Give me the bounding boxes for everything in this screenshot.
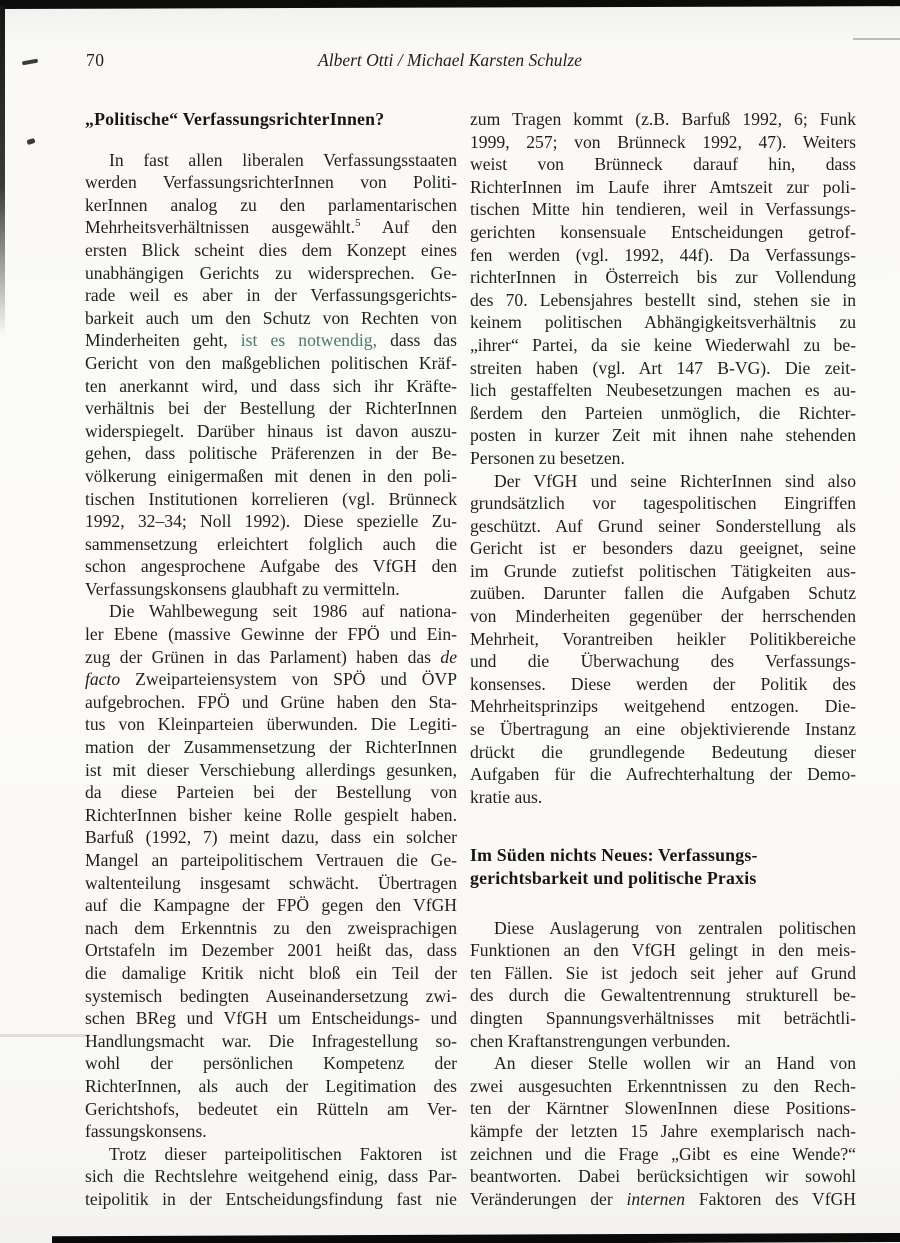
text-line: sammensetzung erleichtert folglich auch die xyxy=(85,533,457,554)
text-line: 1999, 257; von Brünneck 1992, 47). Weiters xyxy=(470,131,856,152)
text-line: Funktionen an den VfGH gelingt in den meis- xyxy=(470,940,856,961)
text-line: werden VerfassungsrichterInnen von Politi- xyxy=(85,172,457,193)
text-line: Gericht ist er besonders dazu geeignet, seine xyxy=(470,538,856,559)
text-line: Veränderungen der internen Faktoren des VfGH xyxy=(470,1188,856,1209)
text-line: Personen zu besetzen. xyxy=(470,447,625,468)
text-line: zug der Grünen in das Parlament) haben das de xyxy=(85,646,457,667)
text-line: wohl der persönlichen Kompetenz der xyxy=(85,1053,457,1074)
section-heading-line: gerichtsbarkeit und politische Praxis xyxy=(470,868,757,888)
text-line: gerichten konsensuale Entscheidungen getrof- xyxy=(470,221,856,242)
text-line: tischen Institutionen korrelieren (vgl. Brünneck xyxy=(85,488,457,509)
text-line: teipolitik in der Entscheidungsfindung fast nie xyxy=(85,1188,457,1209)
text-line: widerspiegelt. Darüber hinaus ist davon auszu- xyxy=(85,420,457,441)
text-line: systemisch bedingten Auseinandersetzung zwi- xyxy=(85,985,457,1006)
scan-artifact-streak xyxy=(0,1034,90,1037)
scan-artifact-line xyxy=(853,38,900,40)
text-line: tischen Mitte hin tendieren, weil in Verfassungs- xyxy=(470,199,856,220)
text-line: fen werden (vgl. 1992, 44f). Da Verfassungs- xyxy=(470,244,856,265)
text-line: kämpfe der letzten 15 Jahre exemplarisch nach- xyxy=(470,1120,856,1141)
text-line: Aufgaben für die Aufrechterhaltung der Demo- xyxy=(470,764,856,785)
text-line: ten anerkannt wird, und dass sich ihr Kräfte- xyxy=(85,375,457,396)
text-line: Mehrheit, Vorantreiben heikler Politikbereiche xyxy=(470,628,856,649)
text-line: Mehrheitsprinzips weitgehend entzogen. Die- xyxy=(470,696,856,717)
text-line: RichterInnen, als auch der Legitimation des xyxy=(85,1075,457,1096)
page-number: 70 xyxy=(86,50,105,70)
text-line: ten Fällen. Sie ist jedoch seit jeher auf Grund xyxy=(470,962,856,983)
text-line: tus von Kleinparteien überwunden. Die Legiti- xyxy=(85,714,457,735)
text-line: RichterInnen bisher keine Rolle gespielt haben. xyxy=(85,804,457,825)
text-line: gehen, dass politische Präferenzen in der Be- xyxy=(85,443,457,464)
text-line: zeichnen und die Frage „Gibt es eine Wende?“ xyxy=(470,1143,856,1164)
text-line: barkeit auch um den Schutz von Rechten von xyxy=(85,307,457,328)
text-line: richterInnen in Österreich bis zur Vollendung xyxy=(470,267,856,288)
text-line: Trotz dieser parteipolitischen Faktoren ist xyxy=(109,1143,457,1164)
text-line: An dieser Stelle wollen wir an Hand von xyxy=(494,1053,856,1074)
text-line: dingten Spannungsverhältnisses mit beträchtli- xyxy=(470,1007,856,1028)
text-line: und die Überwachung des Verfassungs- xyxy=(470,651,856,672)
paragraph xyxy=(85,149,457,601)
text-line: kerInnen analog zu den parlamentarischen xyxy=(85,194,457,215)
text-line: In fast allen liberalen Verfassungsstaaten xyxy=(109,149,457,170)
text-line: ist mit dieser Verschiebung allerdings gesunken, xyxy=(85,759,457,780)
text-line: schen BReg und VfGH um Entscheidungs- und xyxy=(85,1008,457,1029)
text-line: waltenteilung insgesamt schwächt. Übertragen xyxy=(85,872,457,893)
text-line: RichterInnen im Laufe ihrer Amtszeit zur poli- xyxy=(470,176,856,197)
text-line: Der VfGH und seine RichterInnen sind also xyxy=(494,470,856,491)
margin-mark xyxy=(26,138,35,145)
text-line: Die Wahlbewegung seit 1986 auf nationa- xyxy=(109,601,457,622)
paragraph xyxy=(470,917,856,1053)
text-line: „ihrer“ Partei, da sie keine Wiederwahl zu be- xyxy=(470,334,856,355)
text-line: ten der Kärntner SlowenInnen diese Positions- xyxy=(470,1098,856,1119)
text-line: völkerung einigermaßen mit denen in den poli- xyxy=(85,465,457,486)
paragraph xyxy=(85,1143,457,1211)
text-line: rade weil es aber in der Verfassungsgerichts- xyxy=(85,285,457,306)
section-heading xyxy=(85,108,457,131)
text-line: 1992, 32–34; Noll 1992). Diese spezielle Zu- xyxy=(85,511,457,532)
text-line: Verfassungskonsens glaubhaft zu vermitteln. xyxy=(85,578,400,599)
text-line: im Grunde zutiefst politischen Tätigkeiten aus- xyxy=(470,560,856,581)
text-line: Ortstafeln im Dezember 2001 heißt das, dass xyxy=(85,940,457,961)
text-line: nach dem Erkenntnis zu den zweisprachigen xyxy=(85,917,457,938)
text-line: schon angesprochene Aufgabe des VfGH den xyxy=(85,556,457,577)
text-line: weist von Brünneck darauf hin, dass xyxy=(470,154,856,175)
text-line: Diese Auslagerung von zentralen politischen xyxy=(494,917,856,938)
text-line: Minderheiten geht, ist es notwendig, dass das xyxy=(85,330,457,351)
paragraph xyxy=(470,470,856,809)
text-line: Gerichtshofs, bedeutet ein Rütteln am Ver- xyxy=(85,1098,457,1119)
text-line: beantworten. Dabei berücksichtigen wir sowohl xyxy=(470,1166,856,1187)
section-heading-line: „Politische“ VerfassungsrichterInnen? xyxy=(85,109,385,129)
right-column xyxy=(470,108,856,1210)
text-line: geschützt. Auf Grund seiner Sonderstellung als xyxy=(470,515,856,536)
text-line: keinem politischen Abhängigkeitsverhältnis zu xyxy=(470,312,856,333)
text-line: des durch die Gewaltentrennung strukturell be- xyxy=(470,985,856,1006)
text-line: da diese Parteien bei der Bestellung von xyxy=(85,782,457,803)
paragraph xyxy=(85,600,457,1142)
text-line: fassungskonsens. xyxy=(85,1121,207,1142)
text-line: Barfuß (1992, 7) meint dazu, dass ein solcher xyxy=(85,827,457,848)
section-heading xyxy=(470,844,856,889)
text-line: Handlungsmacht war. Die Infragestellung so- xyxy=(85,1030,457,1051)
text-line: Mangel an parteipolitischem Vertrauen die Ge- xyxy=(85,850,457,870)
text-line: ler Ebene (massive Gewinne der FPÖ und Ein- xyxy=(85,624,457,645)
text-line: verhältnis bei der Bestellung der RichterInnen xyxy=(85,398,457,419)
text-line: lich gestaffelten Neubesetzungen machen es au- xyxy=(470,380,856,401)
left-column xyxy=(85,108,457,1211)
text-line: se Übertragung an eine objektivierende Instanz xyxy=(470,719,856,740)
text-line: ßerdem den Parteien unmöglich, die Richter- xyxy=(470,402,856,423)
text-line: ersten Blick scheint dies dem Konzept eines xyxy=(85,239,457,260)
paragraph xyxy=(470,108,856,470)
running-head: Albert Otti / Michael Karsten Schulze xyxy=(318,50,582,70)
text-line: unabhängigen Gerichts zu widersprechen. Ge- xyxy=(85,262,457,283)
text-line: konsenses. Diese werden der Politik des xyxy=(470,673,856,694)
text-line: chen Kraftanstrengungen verbunden. xyxy=(470,1030,731,1051)
text-line: zuüben. Darunter fallen die Aufgaben Schutz xyxy=(470,583,856,604)
text-line: posten in kurzer Zeit mit ihnen nahe stehenden xyxy=(470,425,856,446)
text-line: Mehrheitsverhältnissen ausgewählt.$^5$ Auf den xyxy=(85,217,457,238)
text-line: drückt die grundlegende Bedeutung dieser xyxy=(470,741,856,762)
text-line: grundsätzlich vor tagespolitischen Eingriffen xyxy=(470,493,856,514)
text-line: des 70. Lebensjahres bestellt sind, stehen sie in xyxy=(470,289,856,310)
text-line: zum Tragen kommt (z.B. Barfuß 1992, 6; Funk xyxy=(470,109,856,129)
text-line: auf die Kampagne der FPÖ gegen den VfGH xyxy=(85,895,457,916)
text-line: Gericht von den maßgeblichen politischen Kräf- xyxy=(85,352,457,373)
text-line: aufgebrochen. FPÖ und Grüne haben den Sta- xyxy=(85,691,457,712)
text-line: sich die Rechtslehre weitgehend einig, dass Par- xyxy=(85,1166,457,1187)
text-line: facto Zweiparteiensystem von SPÖ und ÖVP xyxy=(85,669,457,690)
paragraph xyxy=(470,1052,856,1210)
text-line: zwei ausgesuchten Erkenntnissen zu den Rech- xyxy=(470,1075,856,1096)
text-line: streiten haben (vgl. Art 147 B-VG). Die zeit- xyxy=(470,357,856,378)
text-line: kratie aus. xyxy=(470,786,543,807)
scan-edge-top xyxy=(0,0,900,9)
text-line: die damalige Kritik nicht bloß ein Teil der xyxy=(85,962,457,983)
section-heading-line: Im Süden nichts Neues: Verfassungs- xyxy=(470,845,758,866)
text-line: mation der Zusammensetzung der RichterInnen xyxy=(85,737,457,758)
scan-edge-bottom xyxy=(52,1233,900,1243)
text-line: von Minderheiten gegenüber der herrschenden xyxy=(470,606,856,627)
